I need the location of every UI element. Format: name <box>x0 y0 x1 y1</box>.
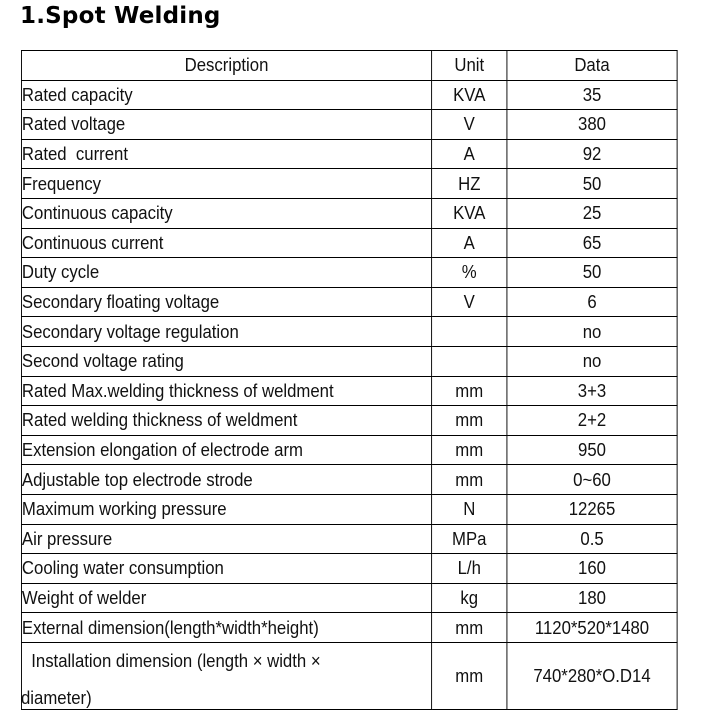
row-description: Adjustable top electrode strode <box>21 465 431 495</box>
row-data: 35 <box>507 80 677 110</box>
table-row <box>21 406 677 436</box>
row-data: no <box>507 317 677 347</box>
table-row <box>21 80 677 110</box>
row-data: 3+3 <box>507 376 677 406</box>
row-description: Maximum working pressure <box>21 494 431 524</box>
row-unit: V <box>432 287 507 317</box>
row-description: Second voltage rating <box>21 346 431 376</box>
row-unit: V <box>432 110 507 140</box>
header-data: Data <box>507 51 677 81</box>
table-row <box>21 465 677 495</box>
row-data: 25 <box>507 198 677 228</box>
row-unit: KVA <box>432 80 507 110</box>
table-row <box>21 139 677 169</box>
row-unit: kg <box>432 583 507 613</box>
table-row <box>21 524 677 554</box>
header-description: Description <box>21 51 431 81</box>
table-row <box>21 169 677 199</box>
row-description: Continuous current <box>21 228 431 258</box>
row-unit: mm <box>432 406 507 436</box>
table-row <box>21 198 677 228</box>
row-description: Secondary floating voltage <box>21 287 431 317</box>
row-data: 950 <box>507 435 677 465</box>
row-description <box>21 642 431 709</box>
row-unit: L/h <box>432 554 507 584</box>
row-data: 65 <box>507 228 677 258</box>
page-title: 1.Spot Welding <box>20 3 221 29</box>
table-row <box>21 583 677 613</box>
row-description: Secondary voltage regulation <box>21 317 431 347</box>
row-description: Continuous capacity <box>21 198 431 228</box>
row-unit: mm <box>432 465 507 495</box>
row-data: 50 <box>507 258 677 288</box>
table-row <box>21 435 677 465</box>
table-row <box>21 287 677 317</box>
row-unit <box>432 317 507 347</box>
table-header-row <box>21 51 677 81</box>
row-data: 50 <box>507 169 677 199</box>
row-description: Rated current <box>21 139 431 169</box>
row-description: Rated Max.welding thickness of weldment <box>21 376 431 406</box>
row-description: Weight of welder <box>21 583 431 613</box>
row-description-line2: diameter) <box>21 687 92 708</box>
spec-table <box>21 50 678 710</box>
row-data: 6 <box>507 287 677 317</box>
row-description: External dimension(length*width*height) <box>21 613 431 643</box>
header-unit: Unit <box>432 51 507 81</box>
row-unit: mm <box>432 613 507 643</box>
row-unit: N <box>432 494 507 524</box>
row-description: Air pressure <box>21 524 431 554</box>
row-unit: MPa <box>432 524 507 554</box>
row-data: 740*280*O.D14 <box>507 642 677 709</box>
row-unit: mm <box>432 376 507 406</box>
row-data: 12265 <box>507 494 677 524</box>
table-row <box>21 346 677 376</box>
row-description: Rated welding thickness of weldment <box>21 406 431 436</box>
row-data: 92 <box>507 139 677 169</box>
table-row <box>21 228 677 258</box>
row-description-line1: Installation dimension (length × width × <box>31 650 321 671</box>
table-row <box>21 554 677 584</box>
row-description: Frequency <box>21 169 431 199</box>
row-data: no <box>507 346 677 376</box>
row-data: 1120*520*1480 <box>507 613 677 643</box>
row-unit: A <box>432 228 507 258</box>
row-unit <box>432 346 507 376</box>
table-row <box>21 376 677 406</box>
row-data: 2+2 <box>507 406 677 436</box>
row-data: 180 <box>507 583 677 613</box>
table-row <box>21 317 677 347</box>
row-data: 0.5 <box>507 524 677 554</box>
row-unit: HZ <box>432 169 507 199</box>
table-row <box>21 258 677 288</box>
row-description: Extension elongation of electrode arm <box>21 435 431 465</box>
table-row <box>21 613 677 643</box>
table-row <box>21 110 677 140</box>
row-data: 160 <box>507 554 677 584</box>
row-unit: mm <box>432 642 507 709</box>
row-unit: mm <box>432 435 507 465</box>
row-data: 0~60 <box>507 465 677 495</box>
table-row-installation <box>21 642 677 709</box>
row-data: 380 <box>507 110 677 140</box>
row-description: Duty cycle <box>21 258 431 288</box>
row-unit: A <box>432 139 507 169</box>
row-description: Rated voltage <box>21 110 431 140</box>
row-unit: % <box>432 258 507 288</box>
table-row <box>21 494 677 524</box>
row-description: Rated capacity <box>21 80 431 110</box>
row-unit: KVA <box>432 198 507 228</box>
row-description: Cooling water consumption <box>21 554 431 584</box>
